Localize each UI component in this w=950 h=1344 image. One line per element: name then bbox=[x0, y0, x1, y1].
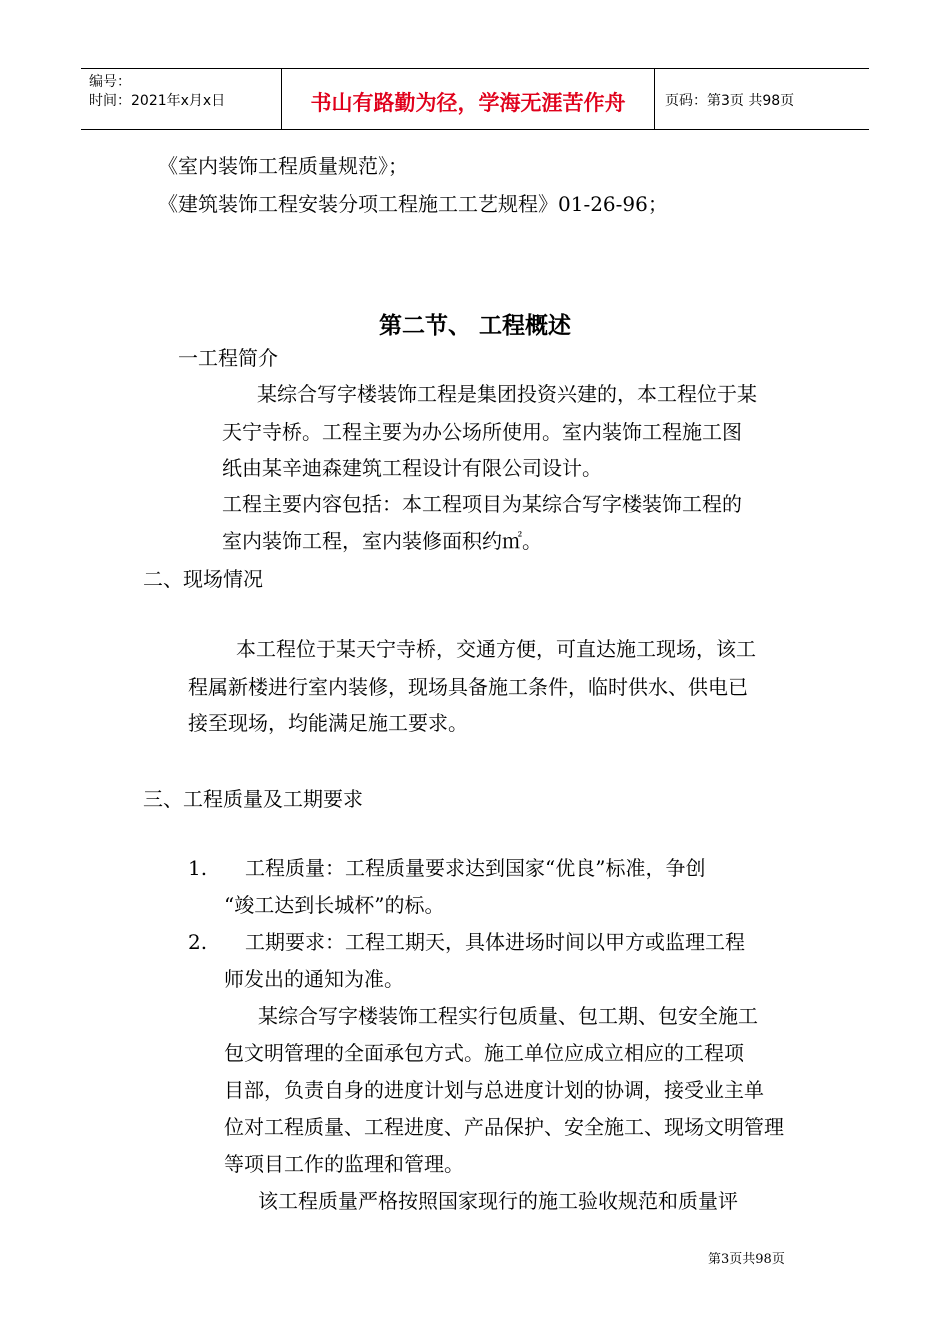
list-item-line: “竣工达到长城杯”的标。 bbox=[224, 893, 445, 917]
reference-line: 《室内装饰工程质量规范》； bbox=[158, 154, 408, 178]
paragraph-line: 本工程位于某天宁寺桥，交通方便，可直达施工现场，该工 bbox=[236, 637, 756, 661]
paragraph-line: 某综合写字楼装饰工程是集团投资兴建的，本工程位于某 bbox=[257, 382, 757, 406]
header-right-cell bbox=[655, 69, 869, 129]
list-item-line: 工期要求：工程工期天，具体进场时间以甲方或监理工程 bbox=[245, 930, 745, 954]
section-title: 第二节、 工程概述 bbox=[378, 313, 571, 339]
paragraph-line: 纸由某辛迪森建筑工程设计有限公司设计。 bbox=[222, 456, 602, 480]
reference-line: 《建筑装饰工程安装分项工程施工工艺规程》01-26-96； bbox=[158, 192, 668, 216]
paragraph-line: 目部，负责自身的进度计划与总进度计划的协调，接受业主单 bbox=[224, 1078, 764, 1102]
paragraph-line: 室内装饰工程，室内装修面积约㎡。 bbox=[222, 529, 542, 553]
header-left-cell bbox=[81, 69, 282, 129]
paragraph-line: 某综合写字楼装饰工程实行包质量、包工期、包安全施工 bbox=[258, 1004, 758, 1028]
page-footer: 第3页共98页 bbox=[708, 1252, 785, 1267]
list-number: 2. bbox=[188, 930, 208, 954]
part1-heading: 一工程简介 bbox=[178, 346, 278, 370]
paragraph-line: 接至现场，均能满足施工要求。 bbox=[188, 711, 468, 735]
list-item-line: 师发出的通知为准。 bbox=[224, 967, 404, 991]
list-item-line: 工程质量：工程质量要求达到国家“优良”标准，争创 bbox=[245, 856, 706, 880]
part2-heading: 二、现场情况 bbox=[143, 567, 263, 591]
paragraph-line: 包文明管理的全面承包方式。施工单位应成立相应的工程项 bbox=[224, 1041, 744, 1065]
page-header bbox=[81, 68, 869, 130]
list-number: 1. bbox=[188, 856, 208, 880]
paragraph-line: 等项目工作的监理和管理。 bbox=[224, 1152, 464, 1176]
paragraph-line: 位对工程质量、工程进度、产品保护、安全施工、现场文明管理 bbox=[224, 1115, 784, 1139]
paragraph-line: 天宁寺桥。工程主要为办公场所使用。室内装饰工程施工图 bbox=[222, 420, 742, 444]
paragraph-line: 工程主要内容包括：本工程项目为某综合写字楼装饰工程的 bbox=[222, 492, 742, 516]
date-label: 时间：2021年x月x日 bbox=[89, 93, 226, 109]
header-center-cell bbox=[282, 69, 655, 129]
paragraph-line: 该工程质量严格按照国家现行的施工验收规范和质量评 bbox=[258, 1189, 738, 1213]
header-motto: 书山有路勤为径，学海无涯苦作舟 bbox=[310, 91, 626, 115]
serial-label: 编号： bbox=[89, 74, 131, 90]
part3-heading: 三、工程质量及工期要求 bbox=[143, 787, 363, 811]
paragraph-line: 程属新楼进行室内装修，现场具备施工条件，临时供水、供电已 bbox=[188, 675, 748, 699]
page-number-label: 页码：第3页 共98页 bbox=[665, 93, 795, 109]
